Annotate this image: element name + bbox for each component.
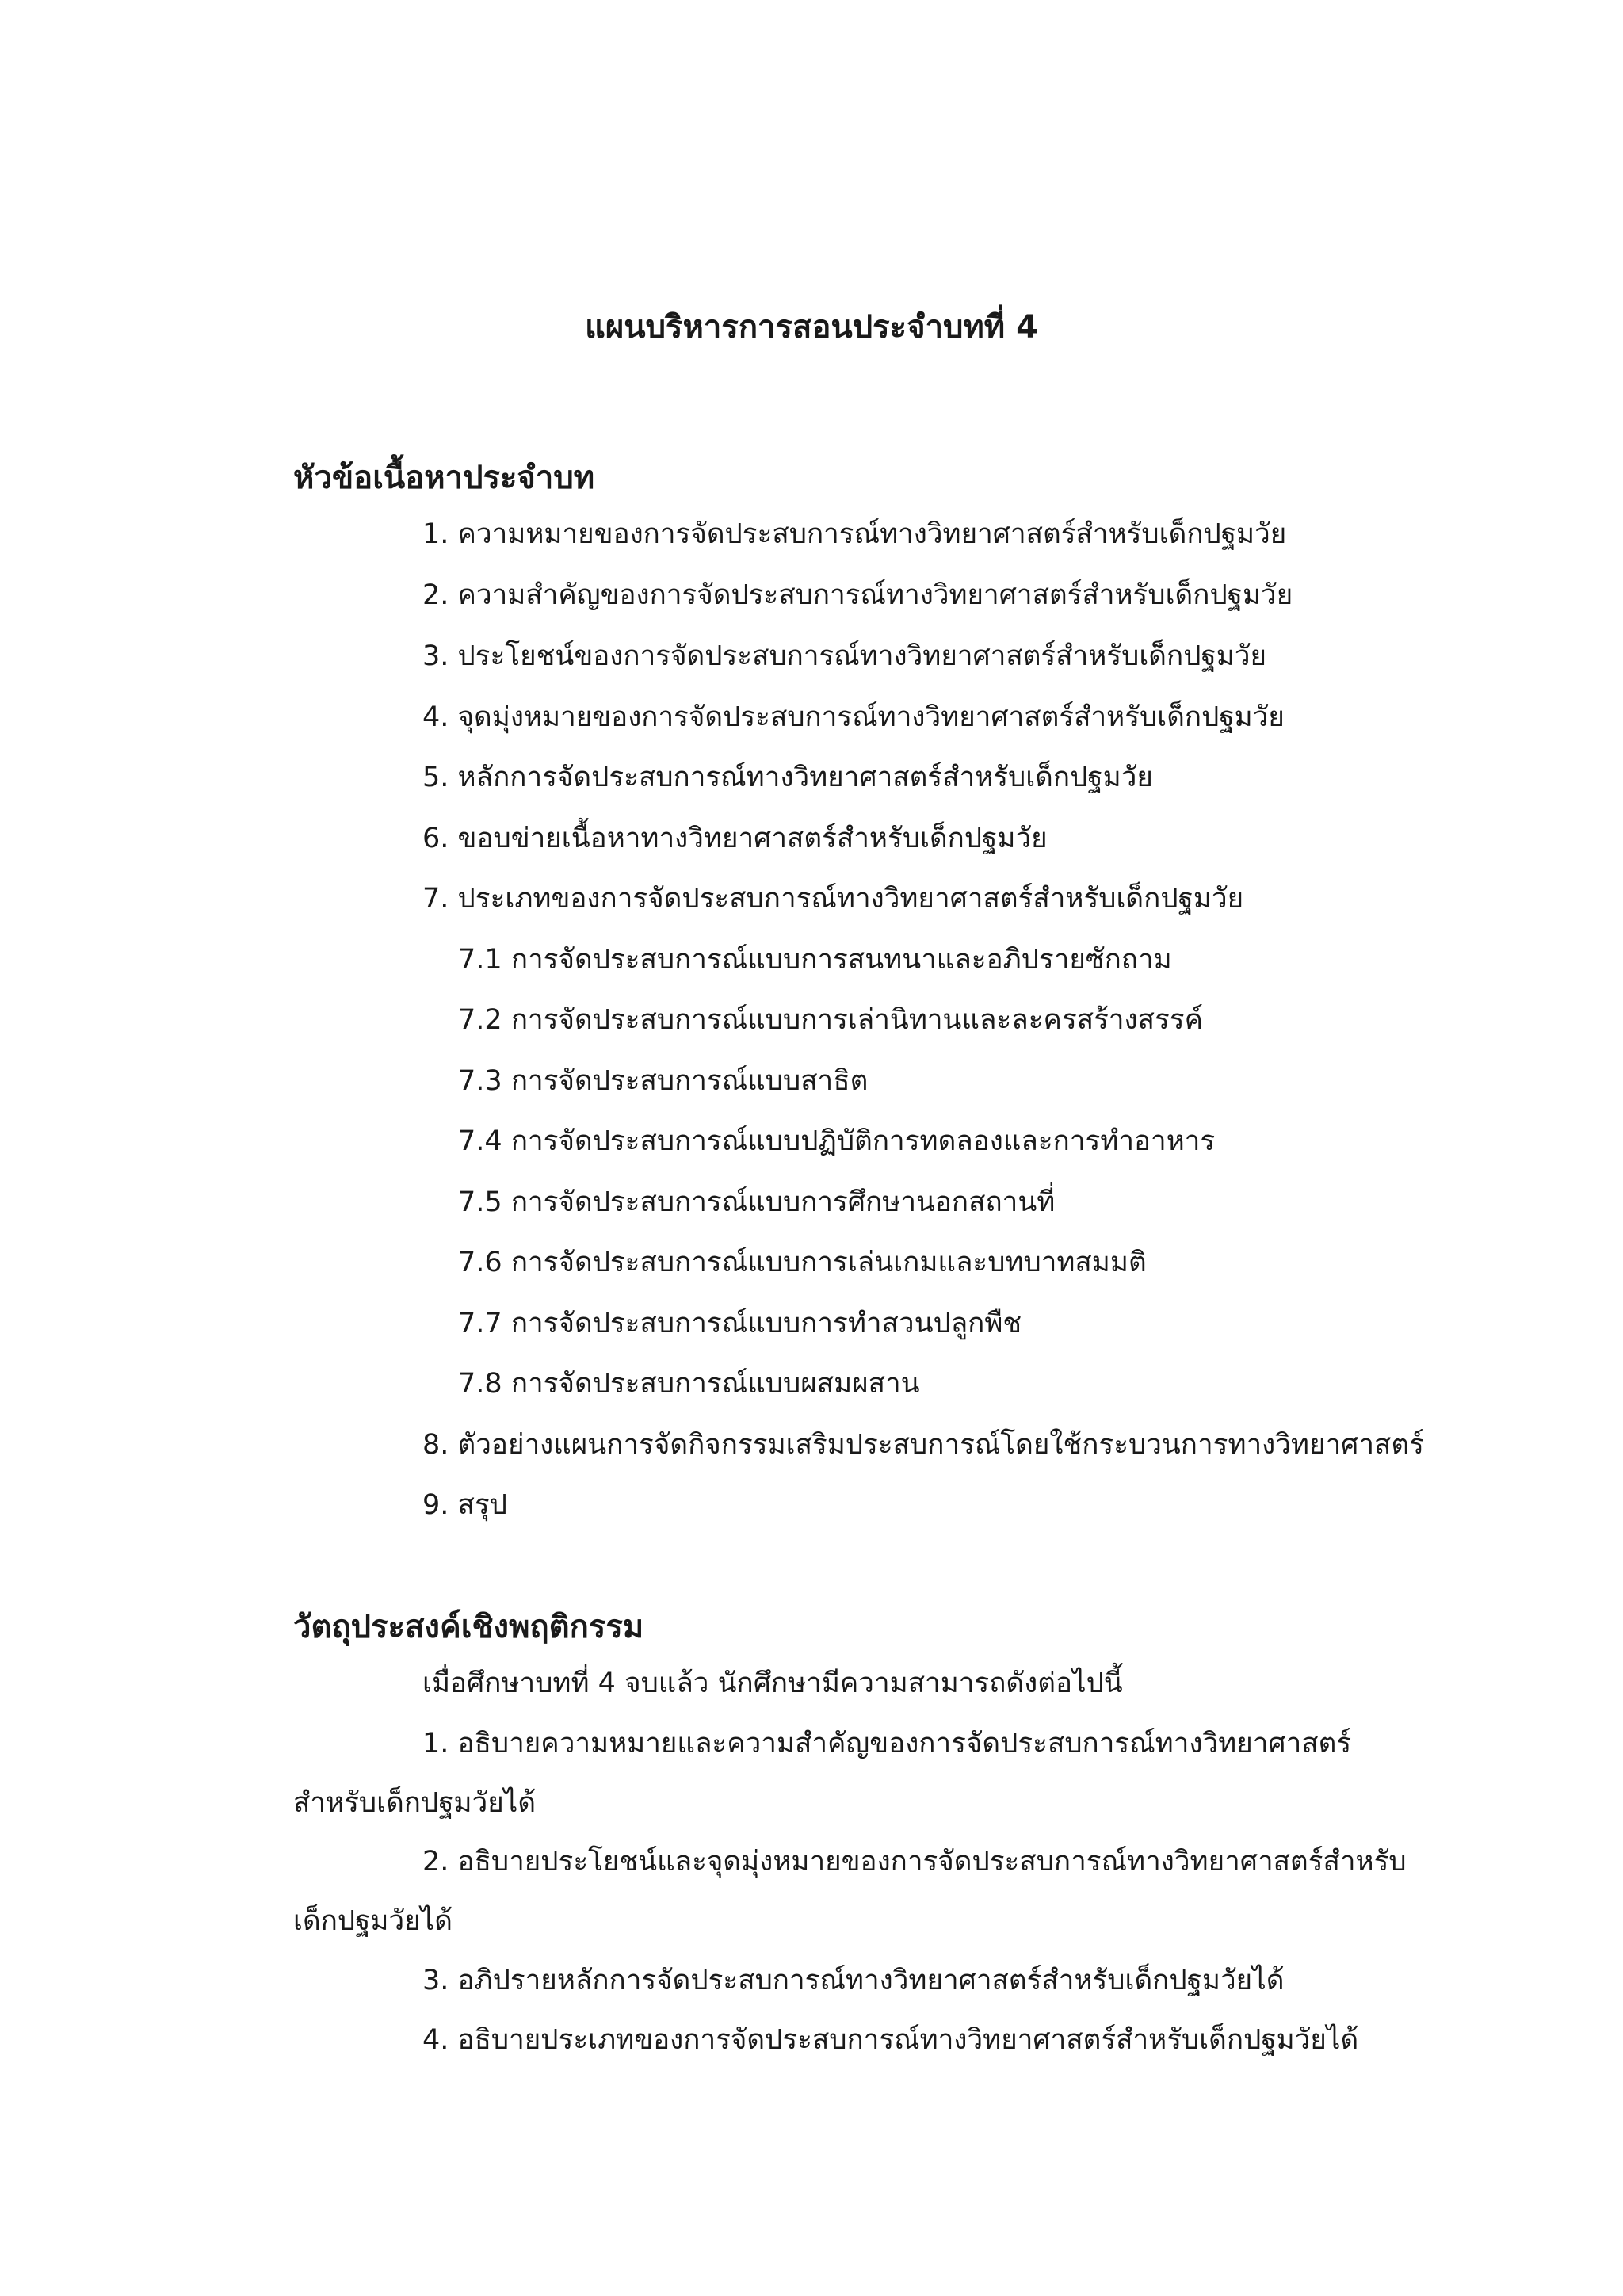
topic-subitem: 7.4 การจัดประสบการณ์แบบปฏิบัติการทดลองและการทำอาหาร [458,1125,1216,1157]
topic-item: 6. ขอบข่ายเนื้อหาทางวิทยาศาสตร์สำหรับเด็กปฐมวัย [422,823,1048,854]
topic-item: 8. ตัวอย่างแผนการจัดกิจกรรมเสริมประสบการณ์โดยใช้กระบวนการทางวิทยาศาสตร์ [422,1429,1424,1461]
objective-item: 3. อภิปรายหลักการจัดประสบการณ์ทางวิทยาศาสตร์สำหรับเด็กปฐมวัยได้ [422,1965,1285,1996]
topic-subitem: 7.7 การจัดประสบการณ์แบบการทำสวนปลูกพืช [458,1308,1022,1339]
objective-item: 1. อธิบายความหมายและความสำคัญของการจัดประสบการณ์ทางวิทยาศาสตร์ [422,1728,1352,1759]
topic-item: 4. จุดมุ่งหมายของการจัดประสบการณ์ทางวิทยาศาสตร์สำหรับเด็กปฐมวัย [422,701,1285,733]
topic-item: 5. หลักการจัดประสบการณ์ทางวิทยาศาสตร์สำหรับเด็กปฐมวัย [422,762,1153,793]
topic-subitem: 7.5 การจัดประสบการณ์แบบการศึกษานอกสถานที่ [458,1186,1056,1218]
topic-subitem: 7.6 การจัดประสบการณ์แบบการเล่นเกมและบทบาทสมมติ [458,1247,1147,1278]
objective-item-continuation: สำหรับเด็กปฐมวัยได้ [293,1787,537,1819]
topic-subitem: 7.3 การจัดประสบการณ์แบบสาธิต [458,1065,869,1097]
topic-item: 3. ประโยชน์ของการจัดประสบการณ์ทางวิทยาศาสตร์สำหรับเด็กปฐมวัย [422,640,1266,672]
topic-item: 9. สรุป [422,1489,507,1521]
topic-item: 1. ความหมายของการจัดประสบการณ์ทางวิทยาศาสตร์สำหรับเด็กปฐมวัย [422,518,1287,550]
topic-item: 7. ประเภทของการจัดประสบการณ์ทางวิทยาศาสตร์สำหรับเด็กปฐมวัย [422,883,1244,915]
objective-item: 2. อธิบายประโยชน์และจุดมุ่งหมายของการจัดประสบการณ์ทางวิทยาศาสตร์สำหรับ [422,1846,1407,1878]
topic-subitem: 7.8 การจัดประสบการณ์แบบผสมผสาน [458,1368,920,1400]
page-title: แผนบริหารการสอนประจำบทที่ 4 [585,309,1038,346]
objective-item: 4. อธิบายประเภทของการจัดประสบการณ์ทางวิทยาศาสตร์สำหรับเด็กปฐมวัยได้ [422,2024,1359,2056]
topic-subitem: 7.1 การจัดประสบการณ์แบบการสนทนาและอภิปรายซักถาม [458,944,1172,976]
objective-item-continuation: เด็กปฐมวัยได้ [293,1905,453,1937]
topic-subitem: 7.2 การจัดประสบการณ์แบบการเล่านิทานและละครสร้างสรรค์ [458,1004,1204,1036]
objectives-heading: วัตถุประสงค์เชิงพฤติกรรม [293,1609,644,1645]
topic-item: 2. ความสำคัญของการจัดประสบการณ์ทางวิทยาศาสตร์สำหรับเด็กปฐมวัย [422,579,1293,611]
objectives-intro: เมื่อศึกษาบทที่ 4 จบแล้ว นักศึกษามีความสามารถดังต่อไปนี้ [422,1668,1123,1699]
topics-heading: หัวข้อเนื้อหาประจำบท [293,460,595,496]
